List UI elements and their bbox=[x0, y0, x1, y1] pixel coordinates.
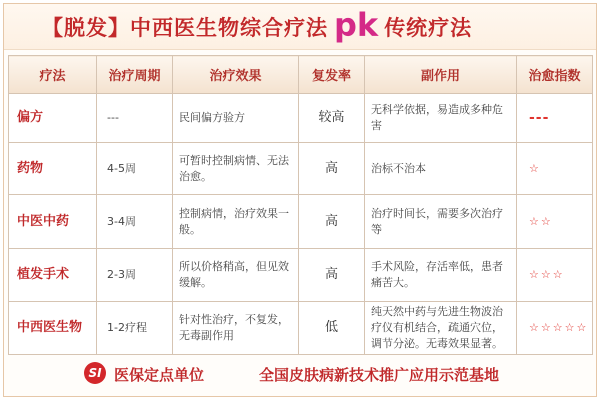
therapy-side-effect: 无科学依据，易造成多种危害 bbox=[365, 94, 517, 143]
comparison-table bbox=[8, 55, 593, 355]
therapy-period: 4-5周 bbox=[97, 143, 173, 195]
table-row bbox=[9, 143, 593, 195]
table-row bbox=[9, 249, 593, 302]
header-therapy: 疗法 bbox=[9, 56, 97, 94]
therapy-period: 1-2疗程 bbox=[97, 302, 173, 355]
therapy-name: 药物 bbox=[9, 143, 97, 195]
table-row bbox=[9, 195, 593, 249]
footer bbox=[4, 350, 596, 396]
header-period: 治疗周期 bbox=[97, 56, 173, 94]
therapy-side-effect: 治疗时间长，需要多次治疗等 bbox=[365, 195, 517, 249]
footer-label-insurance: 医保定点单位 bbox=[114, 366, 205, 384]
title-bar bbox=[4, 4, 596, 50]
therapy-effect: 可暂时控制病情、无法治愈。 bbox=[173, 143, 299, 195]
therapy-side-effect: 纯天然中药与先进生物波治疗仪有机结合，疏通穴位，调节分泌。无毒效果显著。 bbox=[365, 302, 517, 355]
therapy-name: 植发手术 bbox=[9, 249, 97, 302]
therapy-period: 2-3周 bbox=[97, 249, 173, 302]
title-part2: 传统疗法 bbox=[384, 15, 473, 40]
therapy-period: --- bbox=[97, 94, 173, 143]
table-header-row bbox=[9, 56, 593, 94]
therapy-name: 中西医生物 bbox=[9, 302, 97, 355]
therapy-period: 3-4周 bbox=[97, 195, 173, 249]
therapy-relapse: 高 bbox=[299, 143, 365, 195]
footer-label-base: 全国皮肤病新技术推广应用示范基地 bbox=[259, 366, 500, 384]
header-relapse: 复发率 bbox=[299, 56, 365, 94]
header-effect: 治疗效果 bbox=[173, 56, 299, 94]
therapy-name: 偏方 bbox=[9, 94, 97, 143]
therapy-cure-index: ☆ bbox=[517, 143, 593, 195]
therapy-effect: 控制病情，治疗效果一般。 bbox=[173, 195, 299, 249]
therapy-effect: 民间偏方验方 bbox=[173, 94, 299, 143]
therapy-relapse: 低 bbox=[299, 302, 365, 355]
therapy-cure-index: ☆☆ bbox=[517, 195, 593, 249]
header-side-effect: 副作用 bbox=[365, 56, 517, 94]
therapy-relapse: 较高 bbox=[299, 94, 365, 143]
therapy-cure-index: ☆☆☆☆☆ bbox=[517, 302, 593, 355]
comparison-panel bbox=[3, 3, 597, 397]
header-cure-index: 治愈指数 bbox=[517, 56, 593, 94]
therapy-side-effect: 治标不治本 bbox=[365, 143, 517, 195]
therapy-effect: 针对性治疗，不复发，无毒副作用 bbox=[173, 302, 299, 355]
therapy-cure-index: --- bbox=[517, 94, 593, 143]
title-pk: pk bbox=[334, 5, 379, 44]
therapy-cure-index: ☆☆☆ bbox=[517, 249, 593, 302]
therapy-relapse: 高 bbox=[299, 195, 365, 249]
table-row bbox=[9, 94, 593, 143]
title-part1: 【脱发】中西医生物综合疗法 bbox=[42, 15, 328, 40]
insurance-logo-icon: SI bbox=[84, 362, 106, 384]
table-row bbox=[9, 302, 593, 355]
therapy-relapse: 高 bbox=[299, 249, 365, 302]
therapy-side-effect: 手术风险，存活率低，患者痛苦大。 bbox=[365, 249, 517, 302]
therapy-name: 中医中药 bbox=[9, 195, 97, 249]
therapy-effect: 所以价格稍高，但见效缓解。 bbox=[173, 249, 299, 302]
